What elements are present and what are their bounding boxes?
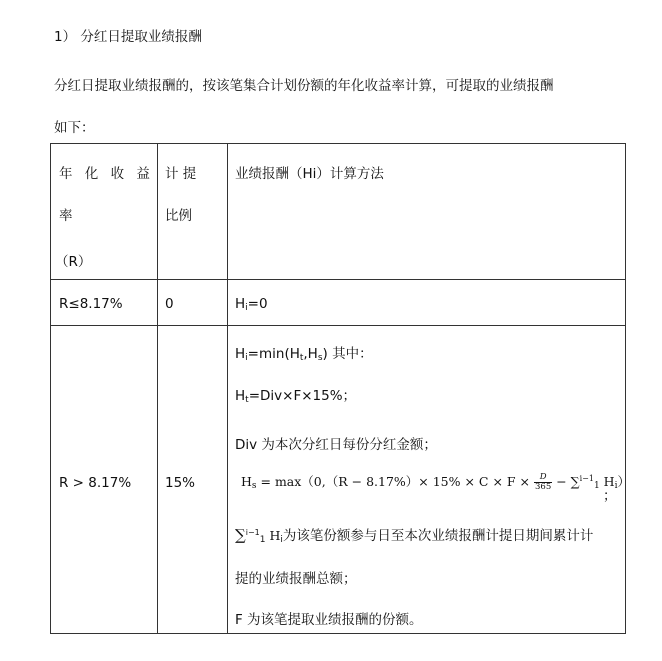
header-rate-line2: 率 [59, 208, 73, 224]
row1-condition: R≤8.17% [59, 296, 123, 312]
fee-table [50, 143, 630, 634]
intro-label: 如下： [54, 120, 95, 136]
header-rate-line1: 年 化 收 益 [59, 166, 154, 182]
intro-paragraph: 分红日提取业绩报酬的，按该笔集合计划份额的年化收益率计算，可提取的业绩报酬 [54, 78, 554, 94]
row2-ratio: 15% [165, 475, 196, 491]
header-ratio-line2: 比例 [165, 208, 192, 224]
row1-method: $H_i=0$ [235, 296, 268, 313]
header-method: 业绩报酬（Hi）计算方法 [235, 166, 384, 182]
row2-line-min: $H_i=\min(H_t,H_s)$ 其中： [235, 346, 373, 363]
table-divider [51, 279, 625, 280]
header-ratio-line1: 计 提 [165, 166, 197, 182]
f-description: F 为该笔提取业绩报酬的份额。 [235, 612, 423, 628]
fraction-d-365: $\frac{D}{365}$ [535, 472, 552, 492]
table-divider [227, 144, 228, 633]
row2-line-div: Div 为本次分红日每份分红金额； [235, 437, 437, 453]
formula-semicolon: ； [603, 488, 617, 504]
sum-description-cont: 提的业绩报酬总额； [235, 571, 357, 587]
row2-line-ht: $H_t=Div\times F\times 15\%$； [235, 388, 357, 405]
table-divider [51, 325, 625, 326]
sum-description: ∑$^{i-1}_1$ $H_i$为该笔份额参与日至本次业绩报酬计提日期间累计计 [235, 526, 594, 545]
hs-formula: $H_s = \max(0,(R - 8.17\%)\times 15\% \times C \times F$ × $\frac{D}{365}$ − ∑$^{i-1}_1$ $H_i$） [241, 472, 630, 492]
table-divider [157, 144, 158, 633]
row1-ratio: 0 [165, 296, 174, 312]
row2-condition: R > 8.17% [59, 475, 132, 491]
header-rate-line3: （R） [55, 254, 92, 270]
section-heading: 1） 分红日提取业绩报酬 [54, 29, 202, 45]
